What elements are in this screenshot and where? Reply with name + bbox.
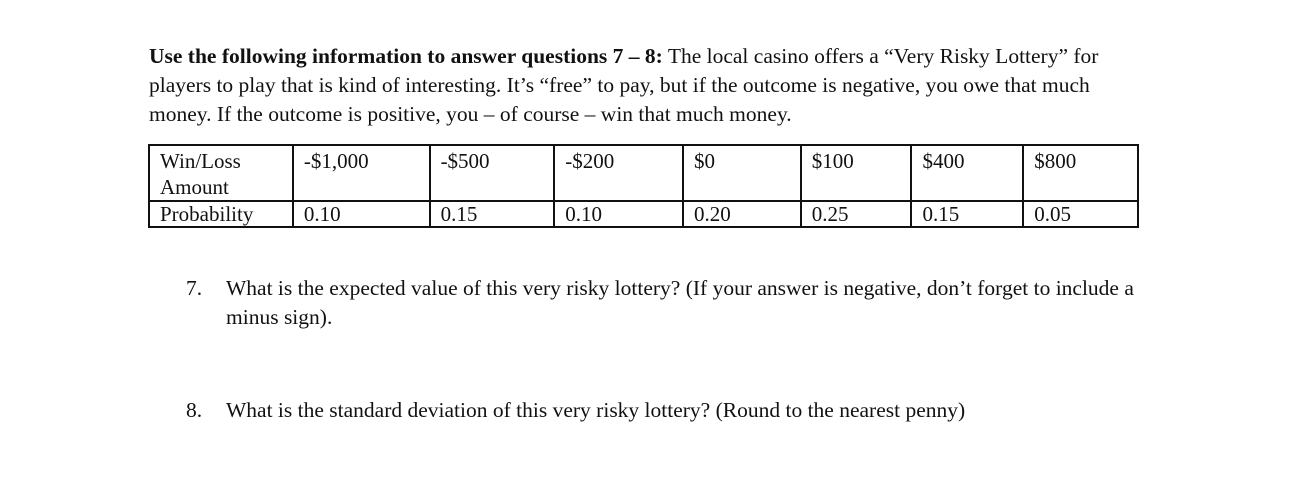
probability-cell: 0.15: [911, 201, 1023, 227]
probability-cell: 0.20: [683, 201, 801, 227]
question-text: What is the standard deviation of this very risky lottery? (Round to the nearest penny): [226, 398, 966, 422]
row-label-probability: Probability: [149, 201, 293, 227]
lottery-table: [148, 144, 1139, 228]
probability-cell: 0.25: [801, 201, 912, 227]
probability-cell: 0.10: [293, 201, 430, 227]
amount-cell: -$200: [554, 145, 683, 201]
intro-paragraph: [149, 42, 1149, 129]
probability-cell: 0.15: [430, 201, 555, 227]
amount-cell: $400: [911, 145, 1023, 201]
probability-cell: 0.10: [554, 201, 683, 227]
amount-cell: $100: [801, 145, 912, 201]
question-number: 8.: [186, 398, 203, 422]
amount-cell: -$500: [430, 145, 555, 201]
question-number: 7.: [186, 276, 203, 300]
intro-lead: Use the following information to answer questions 7 – 8:: [149, 44, 663, 68]
table-row: [149, 145, 1138, 201]
amount-cell: $0: [683, 145, 801, 201]
row-label-amount: Win/Loss Amount: [149, 145, 293, 201]
amount-cell: -$1,000: [293, 145, 430, 201]
table-row: [149, 201, 1138, 227]
probability-cell: 0.05: [1023, 201, 1138, 227]
amount-cell: $800: [1023, 145, 1138, 201]
intro-body: The local casino offers a “Very Risky Lottery” for players to play that is kind of interesting. It’s “free” to pay, but if the outcome is negative, you owe that much money. If the outcome is positive, you – of course – win that much money.: [149, 44, 1099, 126]
question-text: What is the expected value of this very risky lottery? (If your answer is negative, don’t forget to include a minus sign).: [226, 276, 1134, 329]
